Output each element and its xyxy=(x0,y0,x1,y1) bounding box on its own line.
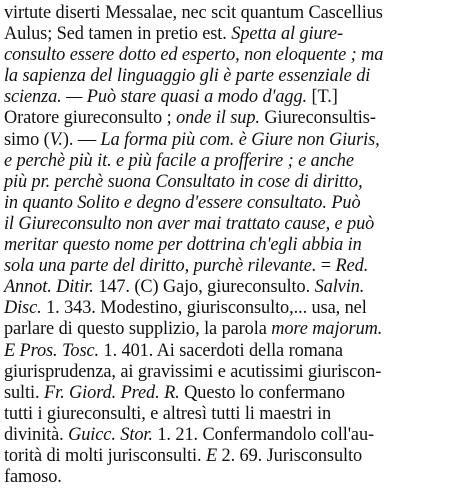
italic-text-run: Annot. Ditir. xyxy=(3,276,94,298)
italic-text-run: Red. xyxy=(335,255,369,277)
roman-text-run: divinità. xyxy=(3,423,69,445)
text-line xyxy=(0,107,466,128)
roman-text-run: virtute diserti Messalae, nec scit quantum Cascellius xyxy=(3,2,383,23)
text-line xyxy=(0,361,466,382)
italic-text-run: la sapienza del linguaggio gli è parte essenziale di xyxy=(3,65,371,87)
italic-text-run: più pr. perchè suona Consultato in cose di diritto, xyxy=(3,170,363,192)
text-line xyxy=(0,44,466,65)
roman-text-run: ). — xyxy=(62,128,101,150)
text-line xyxy=(0,23,466,44)
italic-text-run: V. xyxy=(49,128,63,150)
text-line xyxy=(0,403,466,424)
text-line xyxy=(0,382,466,403)
italic-text-run: Guicc. Stor. xyxy=(68,423,153,445)
text-line xyxy=(0,192,466,213)
italic-text-run: meritar questo nome per dottrina ch'egli abbia in xyxy=(3,234,362,256)
roman-text-run: 1. 21. Confermandolo coll'au- xyxy=(152,423,375,445)
roman-text-run: torità di molti jurisconsulti. xyxy=(3,444,206,466)
text-line xyxy=(0,171,466,192)
roman-text-run: = xyxy=(316,255,336,277)
roman-text-run: tutti i giureconsulti, e altresì tutti li maestri in xyxy=(3,402,332,424)
italic-text-run: Disc. xyxy=(3,297,42,319)
italic-text-run: in quanto Solito e degno d'essere consultato. Può xyxy=(3,191,361,213)
roman-text-run: [T.] xyxy=(307,86,338,108)
text-line xyxy=(0,213,466,234)
text-line xyxy=(0,129,466,150)
dictionary-entry-text xyxy=(0,2,473,487)
text-line xyxy=(0,65,466,86)
text-line xyxy=(0,340,466,361)
text-line xyxy=(0,86,466,107)
italic-text-run: Salvin. xyxy=(314,276,365,298)
text-line xyxy=(0,255,466,276)
italic-text-run: onde il sup. xyxy=(176,107,260,129)
roman-text-run: Giureconsultis- xyxy=(259,107,376,129)
roman-text-run: parlare di questo supplizio, la parola xyxy=(3,318,272,340)
italic-text-run: consulto essere dotto ed esperto, non eloquente ; ma xyxy=(3,44,384,66)
text-line xyxy=(0,466,466,487)
text-line xyxy=(0,297,466,318)
roman-text-run: 147. (C) Gajo, giureconsulto. xyxy=(93,276,315,298)
italic-text-run: Fr. Giord. Pred. R. xyxy=(43,381,180,403)
italic-text-run: Spetta al giure- xyxy=(231,23,343,45)
dictionary-page xyxy=(0,2,473,490)
italic-text-run: e perchè più it. e più facile a profferire ; e anche xyxy=(3,149,354,171)
roman-text-run: Oratore giureconsulto ; xyxy=(3,107,177,129)
roman-text-run: famoso. xyxy=(3,466,62,488)
roman-text-run: simo ( xyxy=(3,128,50,150)
italic-text-run: more majorum. xyxy=(271,318,383,340)
text-line xyxy=(0,318,466,339)
text-line xyxy=(0,445,466,466)
italic-text-run: E Pros. Tosc. xyxy=(3,339,100,361)
italic-text-run: il Giureconsulto non aver mai trattato cause, e può xyxy=(3,212,375,234)
italic-text-run: scienza. — Può stare quasi a modo d'agg. xyxy=(3,86,308,108)
text-line xyxy=(0,424,466,445)
italic-text-run: sola una parte del diritto, purchè rilevante. xyxy=(3,255,317,277)
roman-text-run: 2. 69. Jurisconsulto xyxy=(217,444,363,466)
roman-text-run: 1. 401. Ai sacerdoti della romana xyxy=(99,339,343,361)
roman-text-run: sulti. xyxy=(3,381,44,403)
roman-text-run: 1. 343. Modestino, giurisconsulto,... usa, nel xyxy=(41,297,367,319)
text-line xyxy=(0,234,466,255)
roman-text-run: Questo lo confermano xyxy=(179,381,345,403)
italic-text-run: La forma più com. è Giure non Giuris, xyxy=(100,128,380,150)
text-line xyxy=(0,150,466,171)
italic-text-run: E xyxy=(205,444,218,466)
text-line xyxy=(0,2,466,23)
roman-text-run: giurisprudenza, ai gravissimi e acutissimi giuriscon- xyxy=(3,360,382,382)
roman-text-run: Aulus; Sed tamen in pretio est. xyxy=(3,23,232,45)
text-line xyxy=(0,276,466,297)
